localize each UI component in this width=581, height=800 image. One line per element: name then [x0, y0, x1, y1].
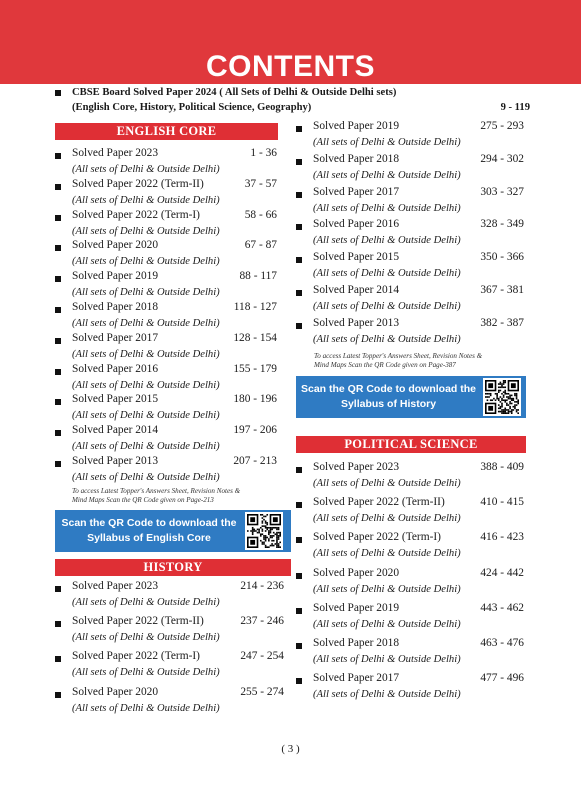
list-item[interactable]: [55, 392, 277, 424]
paper-title: Solved Paper 2022 (Term-II): [72, 615, 204, 628]
list-item[interactable]: [296, 217, 524, 249]
section-heading-english-core: ENGLISH CORE: [55, 123, 278, 140]
paper-sets: (All sets of Delhi & Outside Delhi): [313, 169, 461, 181]
bullet-icon: [55, 245, 61, 251]
paper-sets: (All sets of Delhi & Outside Delhi): [72, 348, 220, 360]
page-range: 247 - 254: [240, 650, 284, 663]
bullet-icon: [296, 608, 302, 614]
paper-title: Solved Paper 2014: [313, 284, 400, 296]
list-item[interactable]: [296, 636, 524, 668]
bullet-icon: [296, 126, 302, 132]
bullet-icon: [296, 537, 302, 543]
paper-title: Solved Paper 2019: [313, 120, 400, 132]
paper-sets: (All sets of Delhi & Outside Delhi): [313, 583, 461, 595]
bullet-icon: [55, 338, 61, 344]
list-item[interactable]: [296, 185, 524, 217]
paper-sets: (All sets of Delhi & Outside Delhi): [313, 654, 461, 665]
paper-title: Solved Paper 2017: [72, 331, 159, 344]
bullet-icon: [296, 159, 302, 165]
paper-sets: (All sets of Delhi & Outside Delhi): [72, 597, 220, 608]
list-item[interactable]: [55, 685, 284, 717]
list-item[interactable]: [296, 495, 524, 527]
paper-title: Solved Paper 2017: [313, 185, 400, 198]
paper-title: Solved Paper 2022 (Term-II): [72, 177, 204, 190]
bullet-icon: [296, 257, 302, 263]
list-item[interactable]: [55, 649, 284, 681]
list-item[interactable]: [296, 316, 524, 348]
paper-sets: (All sets of Delhi & Outside Delhi): [72, 318, 220, 329]
note-line: To access Latest Topper's Answers Sheet, Revision Notes &: [72, 487, 241, 495]
bullet-icon: [296, 192, 302, 198]
paper-title: Solved Paper 2022 (Term-I): [313, 531, 441, 544]
paper-title: Solved Paper 2022 (Term-I): [72, 208, 200, 221]
paper-sets: (All sets of Delhi & Outside Delhi): [72, 379, 220, 391]
paper-sets: (All sets of Delhi & Outside Delhi): [72, 472, 220, 483]
bullet-icon: [55, 621, 61, 627]
page-range: 197 - 206: [233, 424, 277, 437]
paper-title: Solved Paper 2022 (Term-I): [72, 650, 200, 663]
qr-box-english-core[interactable]: [55, 510, 291, 552]
list-item[interactable]: [55, 146, 277, 178]
paper-sets: (All sets of Delhi & Outside Delhi): [72, 702, 220, 714]
bullet-icon: [296, 573, 302, 579]
list-item[interactable]: [55, 331, 277, 363]
paper-sets: (All sets of Delhi & Outside Delhi): [313, 548, 461, 560]
page-range: 214 - 236: [240, 580, 284, 592]
page-range: 328 - 349: [480, 218, 524, 231]
qr-box-text: [296, 376, 481, 418]
bullet-icon: [55, 90, 61, 96]
intro-subjects: (English Core, History, Political Science, Geography): [72, 102, 312, 113]
qr-line: Syllabus of English Core: [87, 532, 211, 544]
page-range: 443 - 462: [480, 601, 524, 614]
bullet-icon: [55, 656, 61, 662]
list-item[interactable]: [296, 530, 524, 562]
page-number: ( 3 ): [281, 743, 300, 755]
paper-sets: (All sets of Delhi & Outside Delhi): [72, 256, 220, 268]
page-range: 416 - 423: [480, 531, 524, 544]
list-item[interactable]: [55, 579, 284, 611]
list-item[interactable]: [55, 614, 284, 646]
paper-title: Solved Paper 2019: [72, 270, 159, 283]
paper-title: Solved Paper 2023: [72, 147, 159, 159]
paper-title: Solved Paper 2016: [72, 362, 159, 375]
paper-title: Solved Paper 2015: [313, 251, 400, 264]
paper-sets: (All sets of Delhi & Outside Delhi): [72, 164, 220, 175]
list-item[interactable]: [296, 601, 524, 633]
paper-title: Solved Paper 2016: [313, 218, 400, 231]
history-note: [314, 352, 534, 369]
paper-title: Solved Paper 2017: [313, 672, 400, 685]
page-range: 118 - 127: [233, 301, 277, 313]
qr-line: Syllabus of History: [340, 398, 437, 410]
qr-line: Scan the QR Code to download the: [61, 517, 237, 529]
bullet-icon: [55, 276, 61, 282]
list-item[interactable]: [296, 566, 524, 598]
page-range: 367 - 381: [480, 284, 524, 296]
bullet-icon: [55, 153, 61, 159]
bullet-icon: [55, 399, 61, 405]
intro-title: CBSE Board Solved Paper 2024 ( All Sets of Delhi & Outside Delhi sets): [72, 87, 397, 98]
page-range: 255 - 274: [240, 685, 284, 698]
page-range: 180 - 196: [233, 393, 277, 406]
paper-title: Solved Paper 2018: [72, 301, 159, 313]
paper-title: Solved Paper 2015: [72, 393, 159, 406]
page-range: 388 - 409: [480, 461, 524, 473]
page-range: 207 - 213: [233, 455, 277, 467]
page-range: 88 - 117: [239, 270, 277, 283]
paper-sets: (All sets of Delhi & Outside Delhi): [313, 202, 461, 214]
list-item[interactable]: [296, 283, 524, 315]
page-range: 410 - 415: [480, 496, 524, 509]
list-item[interactable]: [296, 250, 524, 282]
list-item[interactable]: [55, 269, 277, 301]
paper-sets: (All sets of Delhi & Outside Delhi): [313, 513, 461, 525]
list-item[interactable]: [55, 300, 277, 332]
bullet-icon: [296, 678, 302, 684]
paper-sets: (All sets of Delhi & Outside Delhi): [313, 137, 461, 148]
bullet-icon: [296, 502, 302, 508]
page-range: 58 - 66: [244, 208, 277, 221]
page-range: 294 - 302: [480, 152, 524, 165]
page-range: 1 - 36: [250, 147, 277, 159]
paper-title: Solved Paper 2023: [313, 461, 400, 473]
note-line: Mind Maps Scan the QR Code given on Page-387: [314, 360, 456, 369]
list-item[interactable]: [296, 671, 524, 703]
paper-title: Solved Paper 2018: [313, 637, 400, 649]
list-item[interactable]: [296, 152, 524, 184]
english-core-note: [72, 487, 292, 504]
bullet-icon: [55, 369, 61, 375]
page-range: 37 - 57: [244, 177, 277, 190]
page-range: 303 - 327: [480, 185, 524, 198]
bullet-icon: [55, 307, 61, 313]
qr-box-text: [55, 510, 243, 552]
list-item[interactable]: [55, 238, 277, 270]
page-range: 477 - 496: [480, 672, 524, 685]
paper-title: Solved Paper 2023: [72, 580, 159, 592]
intro-pages: 9 - 119: [500, 102, 530, 113]
note-line: Mind Maps Scan the QR Code given on Page-213: [72, 495, 214, 504]
paper-sets: (All sets of Delhi & Outside Delhi): [313, 689, 461, 701]
note-line: To access Latest Topper's Answers Sheet, Revision Notes &: [314, 352, 483, 360]
paper-title: Solved Paper 2014: [72, 424, 159, 437]
bullet-icon: [55, 692, 61, 698]
page-range: 463 - 476: [480, 637, 524, 649]
paper-title: Solved Paper 2020: [72, 239, 159, 252]
list-item[interactable]: [55, 177, 277, 209]
page-range: 350 - 366: [480, 251, 524, 264]
list-item[interactable]: [296, 460, 524, 492]
page-range: 155 - 179: [233, 362, 277, 375]
page-title: CONTENTS: [206, 50, 375, 83]
section-heading-history: HISTORY: [55, 559, 291, 576]
list-item[interactable]: [55, 454, 277, 486]
paper-sets: (All sets of Delhi & Outside Delhi): [313, 333, 461, 345]
bullet-icon: [55, 184, 61, 190]
list-item[interactable]: [296, 119, 524, 151]
paper-title: Solved Paper 2013: [72, 455, 159, 467]
page-range: 382 - 387: [480, 316, 524, 329]
paper-sets: (All sets of Delhi & Outside Delhi): [72, 632, 220, 644]
paper-sets: (All sets of Delhi & Outside Delhi): [313, 478, 461, 489]
page-range: 128 - 154: [233, 331, 277, 344]
qr-box-history[interactable]: [296, 376, 526, 418]
paper-title: Solved Paper 2020: [313, 566, 400, 579]
qr-code-icon[interactable]: [245, 512, 283, 550]
paper-sets: (All sets of Delhi & Outside Delhi): [72, 287, 220, 299]
page-range: 275 - 293: [480, 120, 524, 132]
section-heading-political-science: POLITICAL SCIENCE: [296, 436, 526, 453]
bullet-icon: [296, 323, 302, 329]
paper-title: Solved Paper 2022 (Term-II): [313, 496, 445, 509]
paper-sets: (All sets of Delhi & Outside Delhi): [72, 667, 220, 679]
list-item[interactable]: [55, 423, 277, 455]
paper-sets: (All sets of Delhi & Outside Delhi): [313, 268, 461, 280]
paper-title: Solved Paper 2018: [313, 152, 400, 165]
bullet-icon: [55, 215, 61, 221]
list-item[interactable]: [55, 362, 277, 394]
paper-sets: (All sets of Delhi & Outside Delhi): [72, 194, 220, 206]
bullet-icon: [55, 461, 61, 467]
qr-line: Scan the QR Code to download the: [300, 383, 476, 395]
paper-title: Solved Paper 2019: [313, 601, 400, 614]
page-range: 67 - 87: [244, 239, 277, 252]
bullet-icon: [55, 586, 61, 592]
paper-sets: (All sets of Delhi & Outside Delhi): [72, 225, 220, 237]
bullet-icon: [296, 467, 302, 473]
paper-title: Solved Paper 2013: [313, 316, 400, 329]
paper-sets: (All sets of Delhi & Outside Delhi): [313, 301, 461, 312]
list-item[interactable]: [55, 208, 277, 240]
paper-sets: (All sets of Delhi & Outside Delhi): [313, 618, 461, 630]
qr-code-icon[interactable]: [483, 378, 521, 416]
bullet-icon: [296, 224, 302, 230]
bullet-icon: [296, 290, 302, 296]
paper-sets: (All sets of Delhi & Outside Delhi): [72, 441, 220, 453]
paper-sets: (All sets of Delhi & Outside Delhi): [72, 410, 220, 422]
bullet-icon: [296, 643, 302, 649]
page-range: 424 - 442: [480, 566, 524, 579]
bullet-icon: [55, 430, 61, 436]
page-range: 237 - 246: [240, 615, 284, 628]
paper-sets: (All sets of Delhi & Outside Delhi): [313, 235, 461, 247]
paper-title: Solved Paper 2020: [72, 685, 159, 698]
